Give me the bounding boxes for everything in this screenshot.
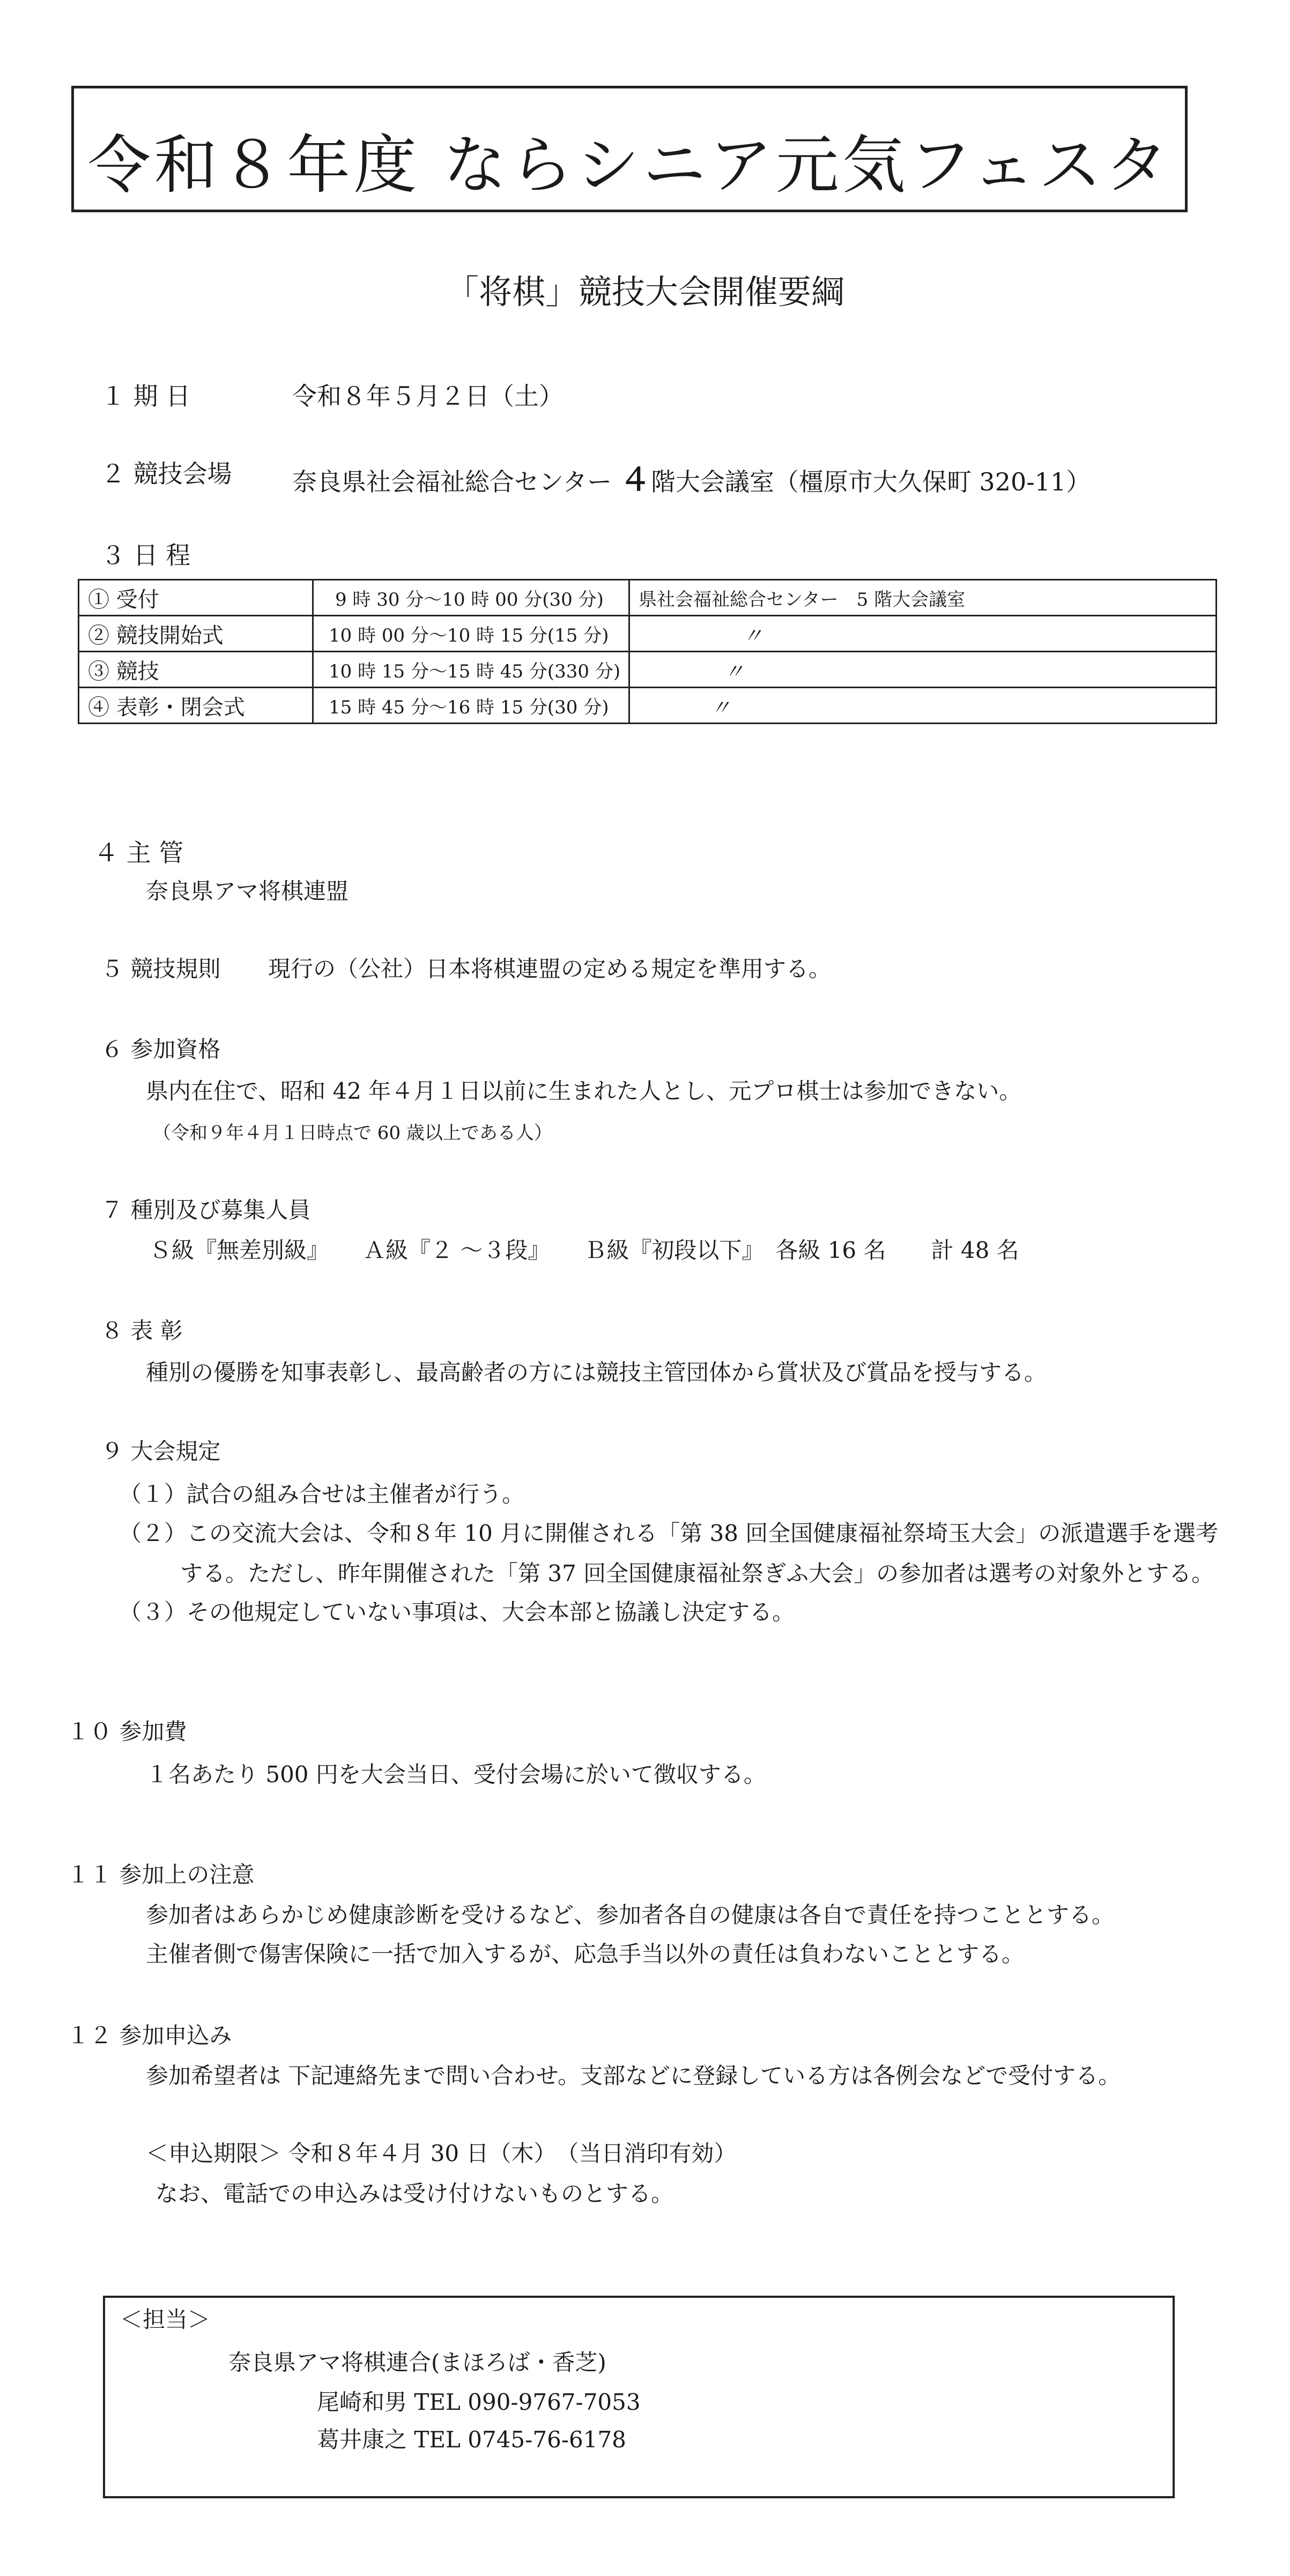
title-box [71, 86, 1188, 212]
schedule-table [78, 579, 1217, 724]
schedule-place: 〃 [629, 616, 1217, 652]
section-11-line: 主催者側で傷害保険に一括で加入するが、応急手当以外の責任は負わないこととする。 [146, 1941, 1025, 1967]
schedule-place: 〃 [629, 652, 1217, 688]
table-row [79, 652, 1217, 688]
venue-room: 階大会議室（橿原市大久保町 320-11） [650, 467, 1091, 496]
contact-heading: ＜担当＞ [120, 2306, 211, 2333]
schedule-place: 〃 [629, 688, 1217, 724]
section-7-text: Ｓ級『無差別級』 Ａ級『２ ～３段』 Ｂ級『初段以下』 各級 16 名 計 48 名 [149, 1237, 1019, 1263]
schedule-time: 10 時 00 分～10 時 15 分(15 分) [313, 616, 629, 652]
section-9-item: （１）試合の組み合せは主催者が行う。 [119, 1481, 525, 1507]
schedule-place: 県社会福祉総合センター 5 階大会議室 [629, 580, 1217, 616]
section-4-label: ４ 主 管 [94, 838, 184, 867]
schedule-item: ④ 表彰・閉会式 [79, 688, 313, 724]
contact-box [103, 2296, 1175, 2498]
subtitle: 「将棋」競技大会開催要綱 [445, 272, 844, 311]
schedule-time: 9 時 30 分～10 時 00 分(30 分) [313, 580, 629, 616]
section-11-label: １１ 参加上の注意 [67, 1862, 255, 1888]
venue-name: 奈良県社会福祉総合センター [292, 467, 620, 496]
section-3-label: ３ 日 程 [101, 541, 191, 570]
section-12-text: 参加希望者は 下記連絡先まで問い合わせ。支部などに登録している方は各例会などで受付する。 [146, 2063, 1121, 2089]
table-row [79, 616, 1217, 652]
section-7-label: ７ 種別及び募集人員 [101, 1197, 311, 1223]
section-2-value [292, 455, 1091, 500]
section-9-item: する。ただし、昨年開催された「第 37 回全国健康福祉祭ぎふ大会」の参加者は選考の対象外とする。 [180, 1560, 1214, 1587]
schedule-time: 15 時 45 分～16 時 15 分(30 分) [313, 688, 629, 724]
section-2-label: ２ 競技会場 [101, 459, 232, 488]
venue-floor: ４ [619, 461, 651, 498]
contact-person: 葛井康之 TEL 0745-76-6178 [317, 2426, 626, 2453]
section-9-item: （２）この交流大会は、令和８年 10 月に開催される「第 38 回全国健康福祉祭埼玉大会」の派遣選手を選考 [119, 1520, 1219, 1546]
section-10-label: １０ 参加費 [67, 1718, 187, 1745]
section-6-note: （令和９年４月１日時点で 60 歳以上である人） [153, 1122, 552, 1144]
section-12-note: なお、電話での申込みは受け付けないものとする。 [155, 2180, 674, 2207]
table-row [79, 580, 1217, 616]
section-12-deadline: ＜申込期限＞ 令和８年４月 30 日（木） （当日消印有効） [146, 2140, 737, 2166]
section-4-text: 奈良県アマ将棋連盟 [146, 878, 349, 904]
section-5-label: ５ 競技規則 [101, 956, 221, 982]
table-row [79, 688, 1217, 724]
schedule-item: ② 競技開始式 [79, 616, 313, 652]
schedule-item: ③ 競技 [79, 652, 313, 688]
schedule-item: ① 受付 [79, 580, 313, 616]
section-5-text: 現行の（公社）日本将棋連盟の定める規定を準用する。 [268, 956, 832, 982]
section-8-text: 種別の優勝を知事表彰し、最高齢者の方には競技主管団体から賞状及び賞品を授与する。 [146, 1359, 1047, 1386]
section-11-line: 参加者はあらかじめ健康診断を受けるなど、参加者各自の健康は各自で責任を持つこととする。 [146, 1902, 1115, 1928]
contact-person: 尾崎和男 TEL 090-9767-7053 [317, 2389, 641, 2415]
page-title: 令和８年度 ならシニア元気フェスタ [87, 128, 1172, 202]
schedule-time: 10 時 15 分～15 時 45 分(330 分) [313, 652, 629, 688]
section-1-label: １ 期 日 [101, 382, 191, 411]
section-12-label: １２ 参加申込み [67, 2022, 232, 2049]
section-1-value: 令和８年５月２日（土） [292, 382, 564, 411]
section-6-text: 県内在住で、昭和 42 年４月１日以前に生まれた人とし、元プロ棋士は参加できない。 [146, 1078, 1022, 1104]
section-9-label: ９ 大会規定 [101, 1438, 221, 1464]
section-8-label: ８ 表 彰 [101, 1317, 183, 1344]
contact-org: 奈良県アマ将棋連合(まほろば・香芝) [228, 2349, 606, 2376]
section-10-text: １名あたり 500 円を大会当日、受付会場に於いて徴収する。 [146, 1761, 766, 1788]
section-9-item: （３）その他規定していない事項は、大会本部と協議し決定する。 [119, 1599, 795, 1625]
section-6-label: ６ 参加資格 [101, 1036, 221, 1062]
